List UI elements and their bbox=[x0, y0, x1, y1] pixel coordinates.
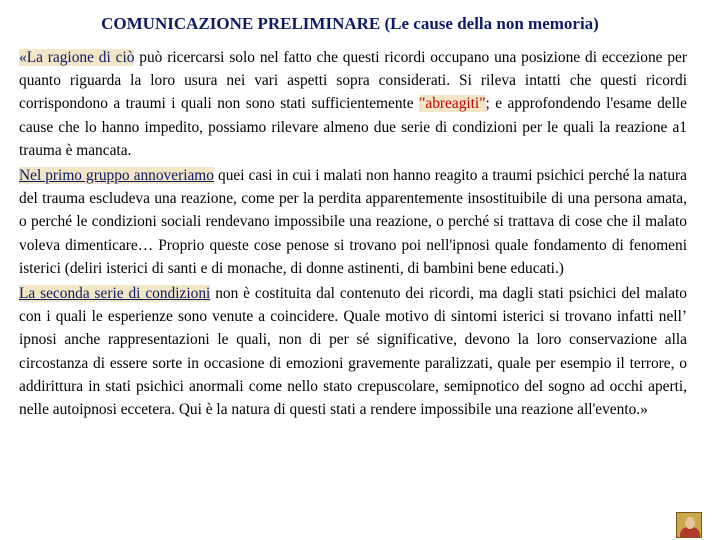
paragraph-1-lead: «La ragione di ciò bbox=[19, 49, 135, 66]
portrait-face bbox=[685, 517, 695, 529]
page-title: COMUNICAZIONE PRELIMINARE (Le cause della non memoria) bbox=[101, 14, 599, 33]
paragraph-3-text: non è costituita dal contenuto dei ricordi, ma dagli stati psichici del malato con i quali le esperienze sono venute a coincidere. Quale motivo di sintomi isterici si trovano infatti nell’ ipnosi anche rappresentazioni le quali, non di per sé significative, devono la loro conservazione alla circostanza di essere sorte in occasione di emozioni gravemente paralizzati, quale per esempio il terrore, o addirittura in stati psichici anormali come nello stato crepuscolare, semipnotico del sogno ad occhi aperti, nelle autoipnosi eccetera. Qui è la natura di questi stati a rendere impossibile una reazione all'evento.» bbox=[19, 285, 687, 419]
paragraph-3-lead: La seconda serie di condizioni bbox=[19, 285, 211, 303]
paragraph-2-text: quei casi in cui i malati non hanno reagito a traumi psichici perché la natura del trauma escludeva una reazione, come per la perdita apparentemente insostituibile di una persona amata, o perché le condizioni sociali rendevano impossibile una reazione, o perché si trattava di cose che il malato voleva dimenticare… Proprio queste cose penose si trovano poi nell'ipnosi quale fondamento di fenomeni isterici (deliri isterici di santi e di monache, di donne astinenti, di bambini bene educati.) bbox=[19, 167, 687, 277]
portrait-icon[interactable] bbox=[676, 512, 702, 538]
abreagiti-term: "abreagiti" bbox=[419, 95, 486, 113]
paragraph-2 bbox=[19, 164, 687, 280]
paragraph-2-lead: Nel primo gruppo annoveriamo bbox=[19, 167, 214, 185]
paragraph-3 bbox=[19, 282, 687, 421]
paragraph-1-text-b: ; e approfondendo l'esame delle cause che lo hanno impedito, possiamo rilevare almeno due serie di condizioni per le quali la reazione a1 trauma è mancata. bbox=[19, 95, 687, 159]
paragraph-1 bbox=[19, 46, 687, 162]
document-body bbox=[19, 46, 687, 421]
paragraph-1-text-a: può ricercarsi solo nel fatto che questi ricordi occupano una posizione di eccezione per quanto riguarda la loro usura nei vari aspetti sopra considerati. Si rileva intatti che questi ricordi corrispondono a traumi i quali non sono stati sufficientemente bbox=[19, 49, 687, 113]
